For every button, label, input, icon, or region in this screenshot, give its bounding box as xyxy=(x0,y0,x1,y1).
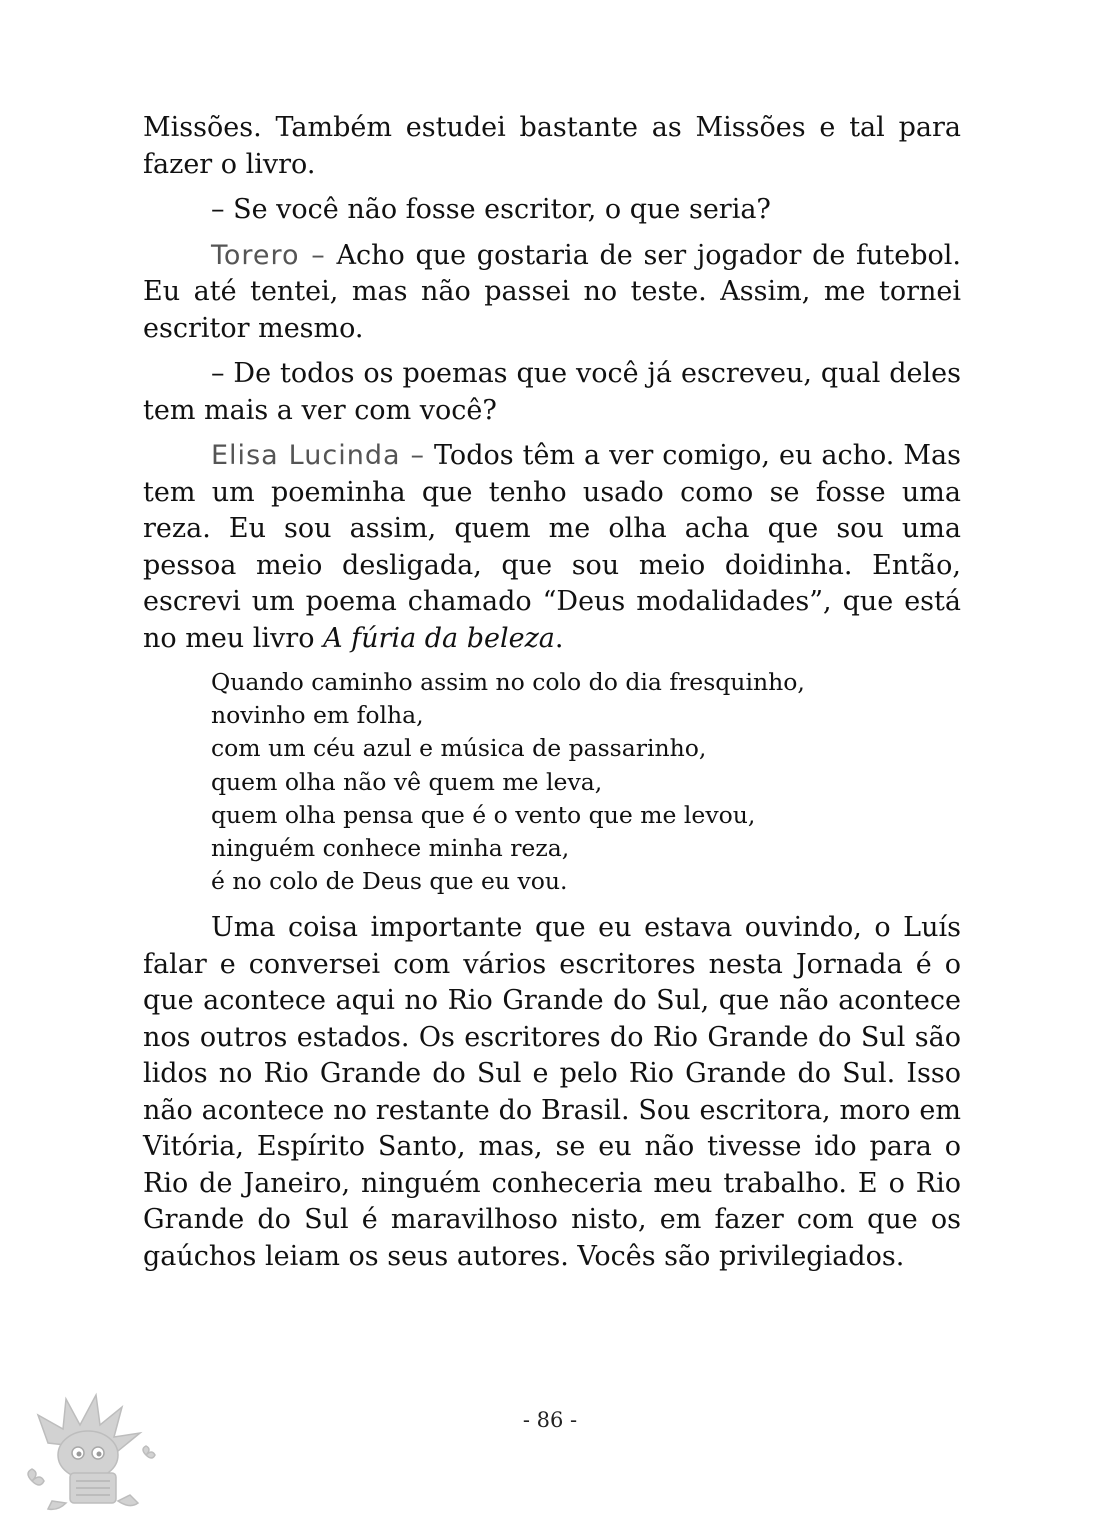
book-title: A fúria da beleza xyxy=(323,622,555,654)
question-poems: – De todos os poemas que você já escreveu, qual deles tem mais a ver com você? xyxy=(143,358,961,426)
speaker-elisa: Elisa Lucinda – xyxy=(211,440,426,471)
answer-torero-text: Acho que gostaria de ser jogador de futebol. Eu até tentei, mas não passei no teste. Assim, me tornei escritor mesmo. xyxy=(143,239,961,344)
poem-block xyxy=(211,666,961,898)
speaker-torero: Torero – xyxy=(211,239,326,271)
poem-line: quem olha pensa que é o vento que me levou, xyxy=(211,800,756,829)
cartoon-character-icon xyxy=(18,1385,168,1515)
answer-torero xyxy=(143,238,961,348)
poem-line: quem olha não vê quem me leva, xyxy=(211,767,603,796)
poem-line: ninguém conhece minha reza, xyxy=(211,834,570,863)
page-body xyxy=(143,110,961,1284)
poem-line: novinho em folha, xyxy=(211,701,424,730)
answer-elisa-end: . xyxy=(554,622,564,654)
answer-elisa-text: Todos têm a ver comigo, eu acho. Mas tem um poeminha que tenho usado como se fosse uma reza. Eu sou assim, quem me olha acha que sou uma pessoa meio desligada, que sou meio doidinha. Então, escrevi um poema chamado “Deus modalidades”, que está no meu livro xyxy=(143,440,961,654)
paragraph-missoes: Missões. Também estudei bastante as Missões e tal para fazer o livro. xyxy=(143,112,961,180)
question-writer: – Se você não fosse escritor, o que seria? xyxy=(211,194,771,225)
poem-line: com um céu azul e música de passarinho, xyxy=(211,734,707,763)
poem-line: é no colo de Deus que eu vou. xyxy=(211,867,568,896)
page-number: - 86 - xyxy=(522,1408,578,1432)
answer-elisa xyxy=(143,438,961,657)
paragraph-rio-grande: Uma coisa importante que eu estava ouvindo, o Luís falar e conversei com vários escritores nesta Jornada é o que acontece aqui no Rio Grande do Sul, que não acontece nos outros estados. Os escritores do Rio Grande do Sul são lidos no Rio Grande do Sul e pelo Rio Grande do Sul. Isso não acontece no restante do Brasil. Sou escritora, moro em Vitória, Espírito Santo, mas, se eu não tivesse ido para o Rio de Janeiro, ninguém conheceria meu trabalho. E o Rio Grande do Sul é maravilhoso nisto, em fazer com que os gaúchos leiam os seus autores. Vocês são privilegiados. xyxy=(143,912,961,1272)
poem-line: Quando caminho assim no colo do dia fresquinho, xyxy=(211,668,805,696)
